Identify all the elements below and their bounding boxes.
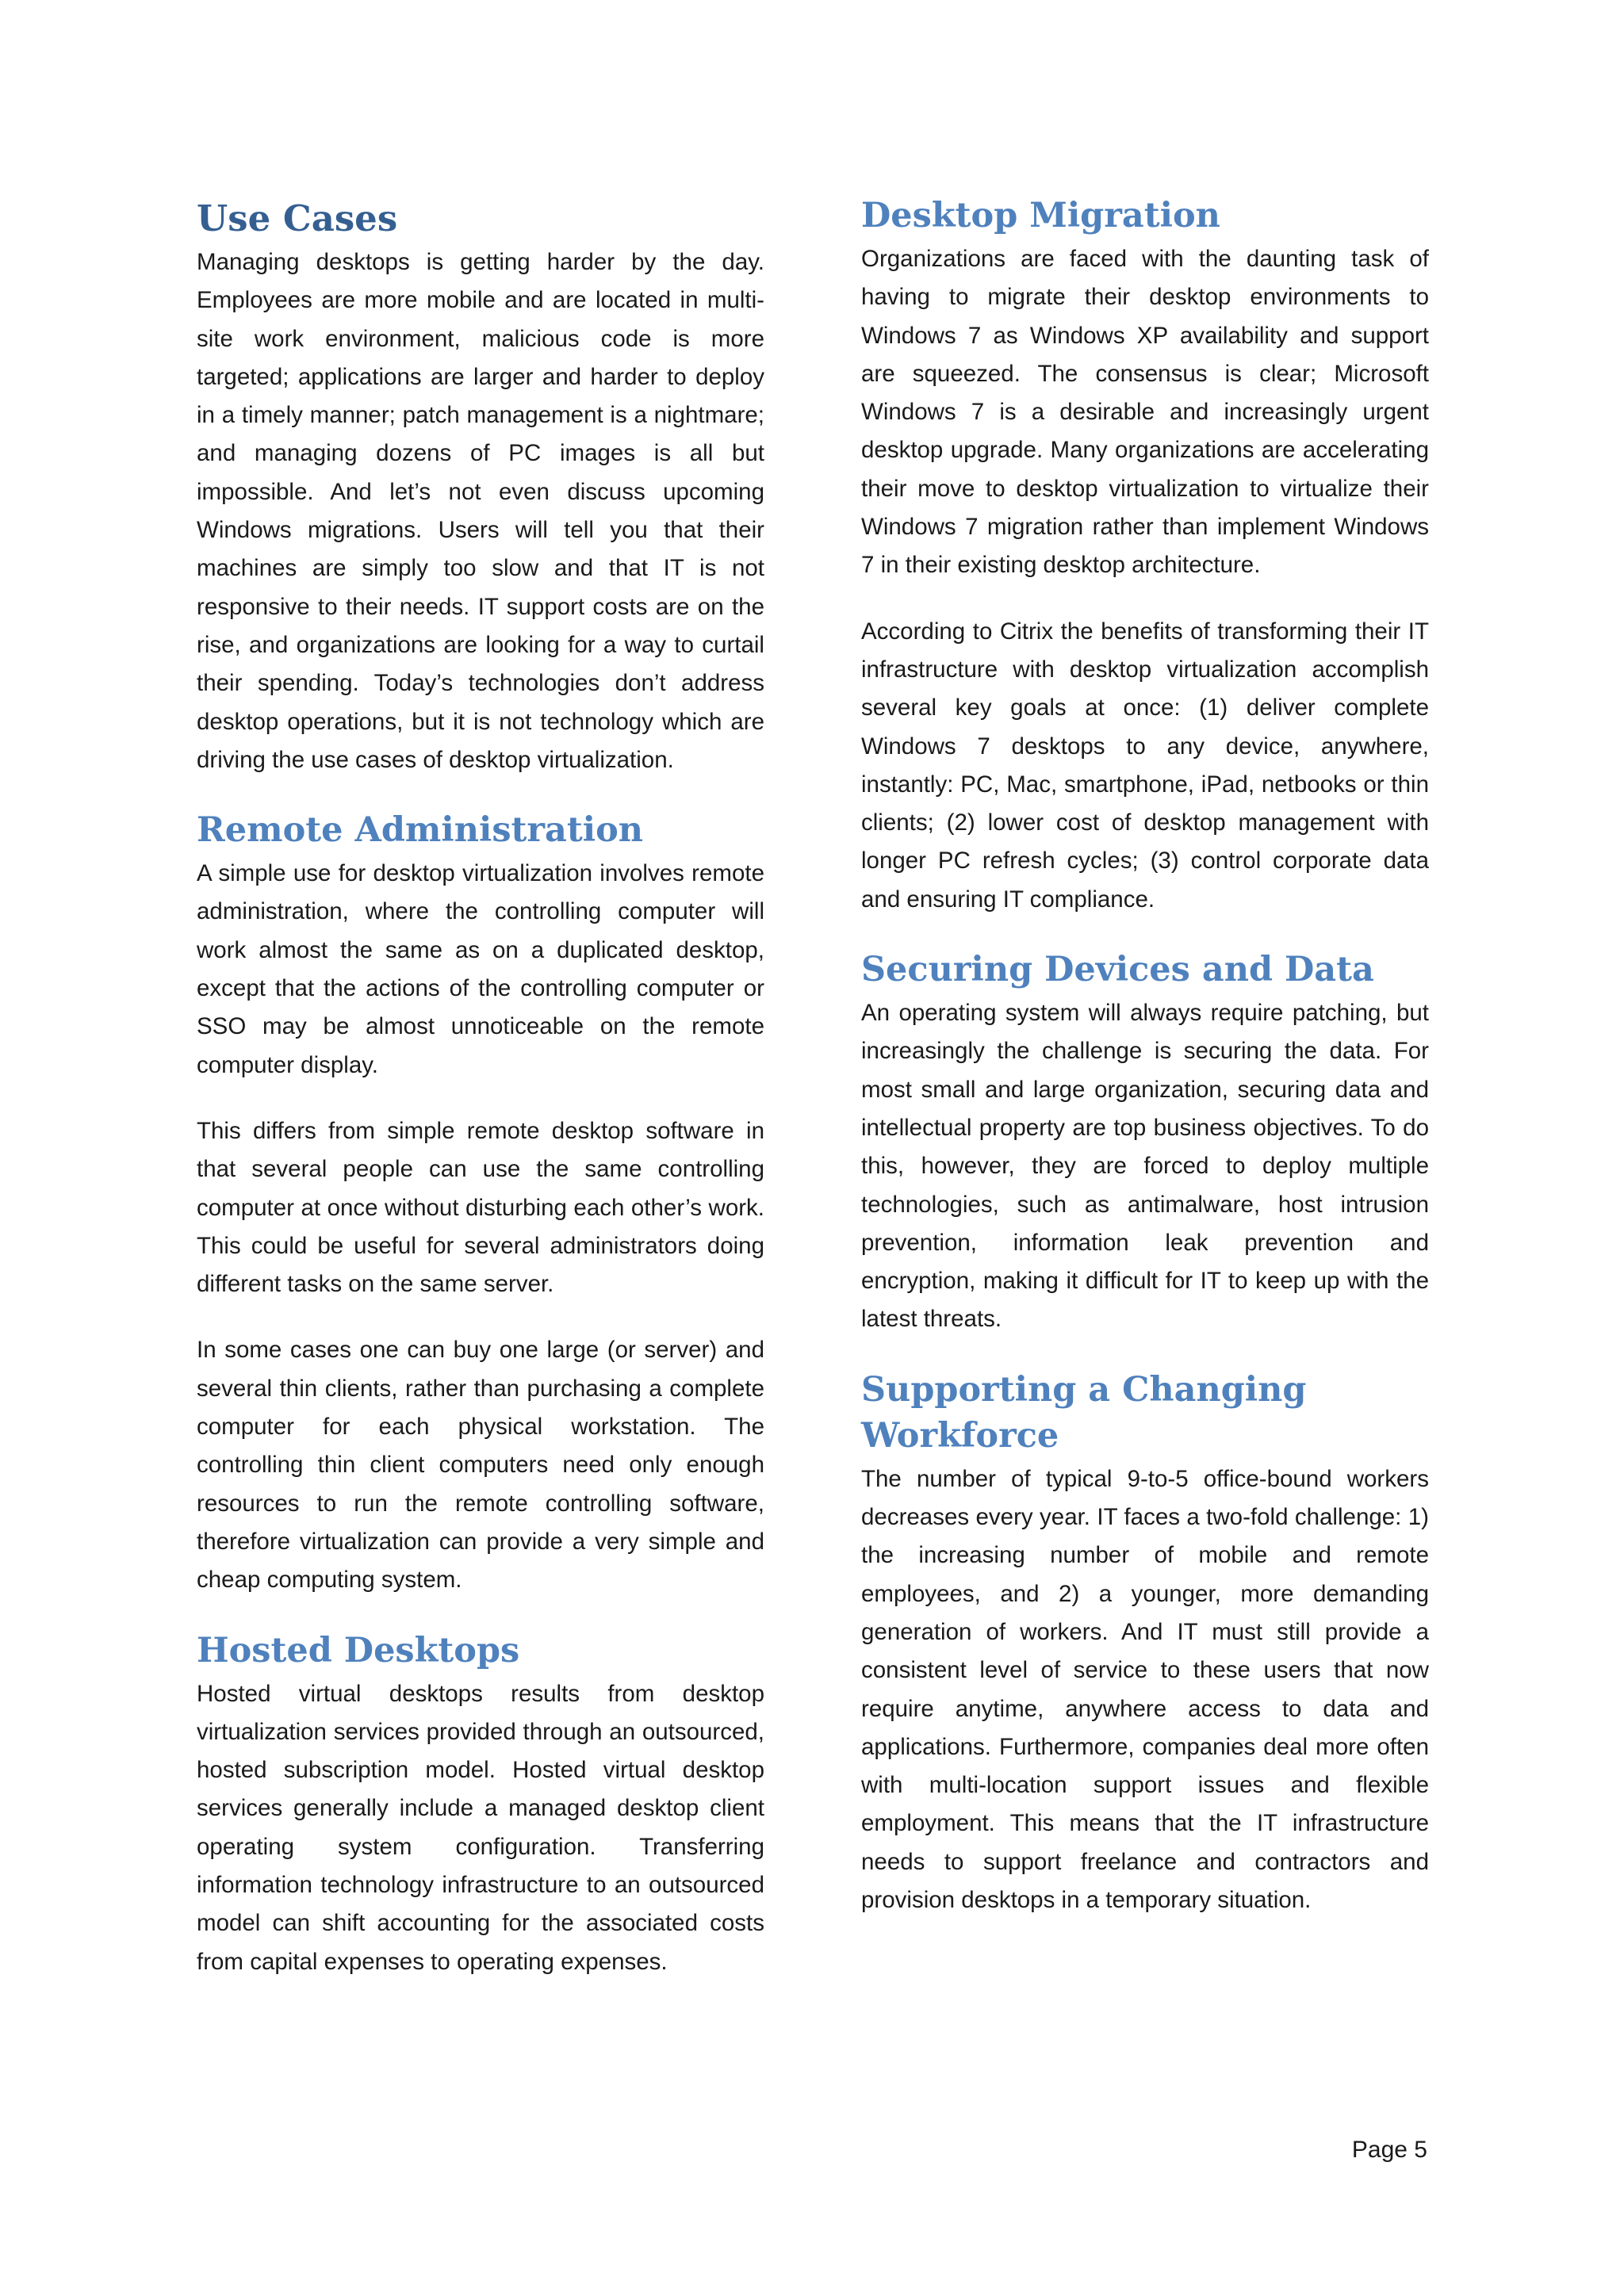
section-securing-devices [861,947,1429,1339]
heading-use-cases: Use Cases [197,197,398,239]
paragraph: According to Citrix the benefits of transforming their IT infrastructure with desktop virtualization accomplish several key goals at once: (1) deliver complete Windows 7 desktops to any device, anywhere, instantly: PC, Mac, smartphone, iPad, netbooks or thin clients; (2) lower cost of desktop management with longer PC refresh cycles; (3) control corporate data and ensuring IT compliance. [861,618,1429,913]
section-changing-workforce [861,1367,1429,1920]
heading-desktop-migration: Desktop Migration [861,196,1220,235]
heading-remote-administration: Remote Administration [197,810,644,851]
page-number: Page 5 [1351,2137,1427,2163]
heading-changing-workforce: Supporting a Changing Workforce [861,1369,1307,1456]
section-desktop-migration [861,193,1429,919]
paragraph: Organizations are faced with the daunting task of having to migrate their desktop environments to Windows 7 as Windows XP availability and support are squeezed. The consensus is clear; Microsoft Windows 7 is a desirable and increasingly urgent desktop upgrade. Many organizations are accelerating their move to desktop virtualization to virtualize their Windows 7 migration rather than implement Windows 7 in their existing desktop architecture. [861,246,1429,579]
section-hosted-desktops [197,1628,764,1981]
paragraph: This differs from simple remote desktop software in that several people can use the same controlling computer at once without disturbing each other’s work. This could be useful for several administrators doing different tasks on the same server. [197,1117,764,1298]
paragraph: A simple use for desktop virtualization involves remote administration, where the controlling computer will work almost the same as on a duplicated desktop, except that the actions of the controlling computer or SSO may be almost unnoticeable on the remote computer display. [197,860,764,1078]
heading-hosted-desktops: Hosted Desktops [197,1630,520,1670]
paragraph: In some cases one can buy one large (or server) and several thin clients, rather than purchasing a complete computer for each physical workstation. The controlling thin client computers need only enough resources to run the remote controlling software, therefore virtualization can provide a very simple and cheap computing system. [197,1337,764,1594]
paragraph: An operating system will always require patching, but increasingly the challenge is securing the data. For most small and large organization, securing data and intellectual property are top business objectives. To do this, however, they are forced to deploy multiple technologies, such as antimalware, host intrusion prevention, information leak prevention and encryption, making it difficult for IT to keep up with the latest threats. [861,1000,1429,1333]
section-use-cases [197,196,764,779]
left-column [197,193,764,2009]
paragraph: Hosted virtual desktops results from desktop virtualization services provided through an outsourced, hosted subscription model. Hosted virtual desktop services generally include a managed desktop client operating system configuration. Transferring information technology infrastructure to an outsourced model can shift accounting for the associated costs from capital expenses to operating expenses. [197,1680,764,1975]
right-column [861,193,1429,1947]
heading-securing-devices: Securing Devices and Data [861,950,1374,990]
section-remote-administration [197,807,764,1599]
paragraph: The number of typical 9-to-5 office-bound workers decreases every year. IT faces a two-fold challenge: 1) the increasing number of mobile and remote employees, and 2) a younger, more demanding generation of workers. And IT must still provide a consistent level of service to these users that now require anytime, anywhere access to data and applications. Furthermore, companies deal more often with multi-location support issues and flexible employment. This means that the IT infrastructure needs to support freelance and contractors and provision desktops in a temporary situation. [861,1465,1429,1913]
paragraph: Managing desktops is getting harder by the day. Employees are more mobile and are located in multi-site work environment, malicious code is more targeted; applications are larger and harder to deploy in a timely manner; patch management is a nightmare; and managing dozens of PC images is all but impossible. And let’s not even discuss upcoming Windows migrations. Users will tell you that their machines are simply too slow and that IT is not responsive to their needs. IT support costs are on the rise, and organizations are looking for a way to curtail their spending. Today’s technologies don’t address desktop operations, but it is not technology which are driving the use cases of desktop virtualization. [197,249,764,773]
